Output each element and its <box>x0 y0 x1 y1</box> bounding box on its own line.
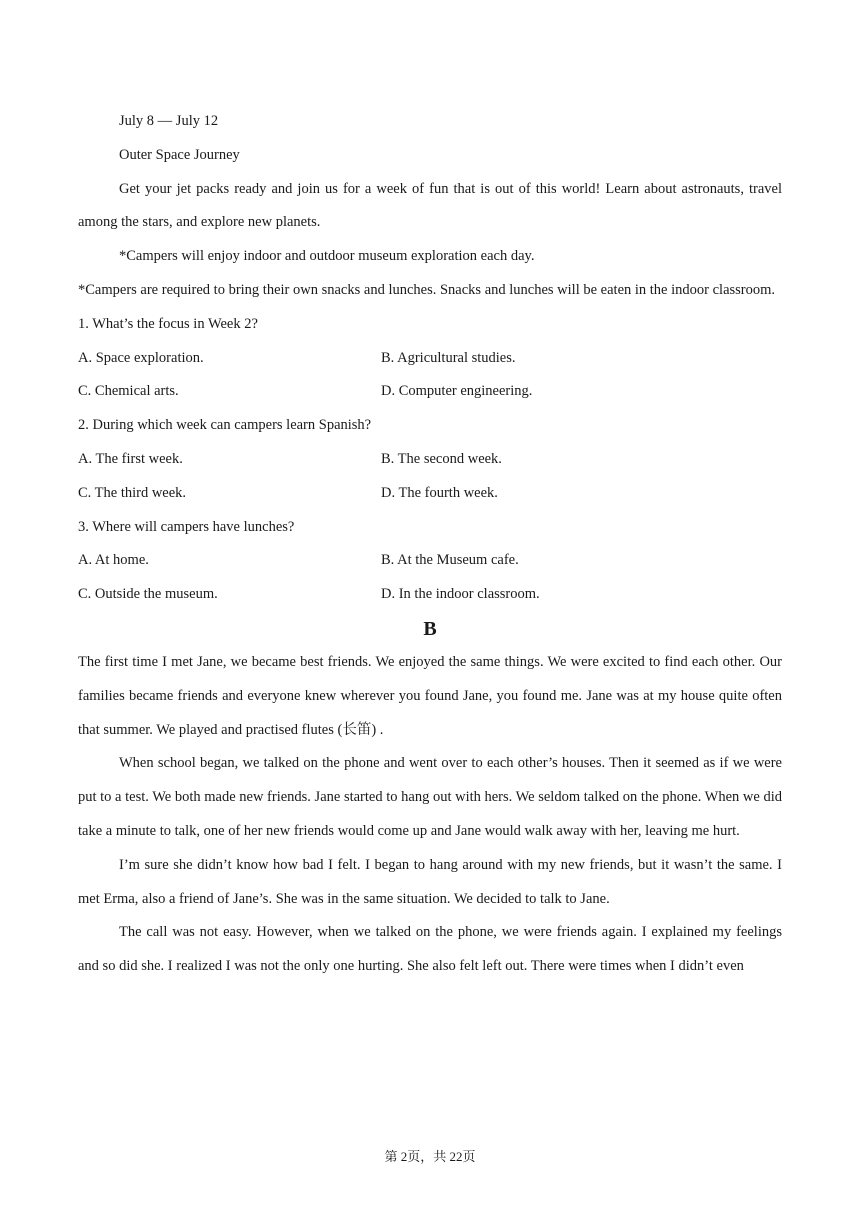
option-row <box>78 544 782 578</box>
option-row <box>78 342 782 376</box>
question-text: 1. What’s the focus in Week 2? <box>78 315 258 332</box>
option-row <box>78 443 782 477</box>
passage-paragraph-4: The call was not easy. However, when we talked on the phone, we were friends again. I explained my feelings and so did she. I realized I was not the only one hurting. She also felt left out. There were times when I didn’t even <box>78 924 782 975</box>
question-2 <box>78 409 782 510</box>
passage-paragraph-3: I’m sure she didn’t know how bad I felt. I began to hang around with my new friends, but it wasn’t the same. I met Erma, also a friend of Jane’s. She was in the same situation. We decided to talk to Jane. <box>78 856 782 907</box>
question-3 <box>78 511 782 612</box>
option-b: B. At the Museum cafe. <box>381 552 519 569</box>
section-b-heading: B <box>423 617 437 640</box>
option-a: A. The first week. <box>78 450 183 467</box>
option-row <box>78 578 782 612</box>
option-c: C. The third week. <box>78 484 187 501</box>
option-a: A. Space exploration. <box>78 349 204 366</box>
option-row <box>78 477 782 511</box>
option-d: D. The fourth week. <box>381 484 498 501</box>
passage-paragraph-1: The first time I met Jane, we became best friends. We enjoyed the same things. We were excited to find each other. Our families became friends and everyone knew wherever you found Jane, you found me. Jane was at my house quite often that summer. We played and practised flutes (长笛) . <box>78 653 782 738</box>
option-b: B. The second week. <box>381 450 502 467</box>
camp-dates: July 8 — July 12 <box>119 113 219 129</box>
option-row <box>78 375 782 409</box>
page-content <box>78 105 782 984</box>
option-b: B. Agricultural studies. <box>381 349 516 366</box>
option-d: D. Computer engineering. <box>381 383 533 400</box>
passage-paragraph-2: When school began, we talked on the phone and went over to each other’s houses. Then it seemed as if we were put to a test. We both made new friends. Jane started to hang out with hers. We seldom talked on the phone. When we did take a minute to talk, one of her new friends would come up and Jane would walk away with her, leaving me hurt. <box>78 755 782 839</box>
question-text: 2. During which week can campers learn Spanish? <box>78 417 372 434</box>
question-1 <box>78 308 782 409</box>
camp-intro: Get your jet packs ready and join us for a week of fun that is out of this world! Learn about astronauts, travel among the stars, and explore new planets. <box>78 180 782 231</box>
option-c: C. Chemical arts. <box>78 383 179 400</box>
option-d: D. In the indoor classroom. <box>381 586 540 603</box>
option-a: A. At home. <box>78 552 149 569</box>
page-footer: 第 2页，共 22页 <box>384 1149 476 1164</box>
camp-note-2: *Campers are required to bring their own snacks and lunches. Snacks and lunches will be eaten in the indoor classroom. <box>78 281 776 298</box>
camp-note-1: *Campers will enjoy indoor and outdoor museum exploration each day. <box>119 248 535 265</box>
option-c: C. Outside the museum. <box>78 586 218 603</box>
camp-title: Outer Space Journey <box>119 146 240 163</box>
question-text: 3. Where will campers have lunches? <box>78 518 295 535</box>
